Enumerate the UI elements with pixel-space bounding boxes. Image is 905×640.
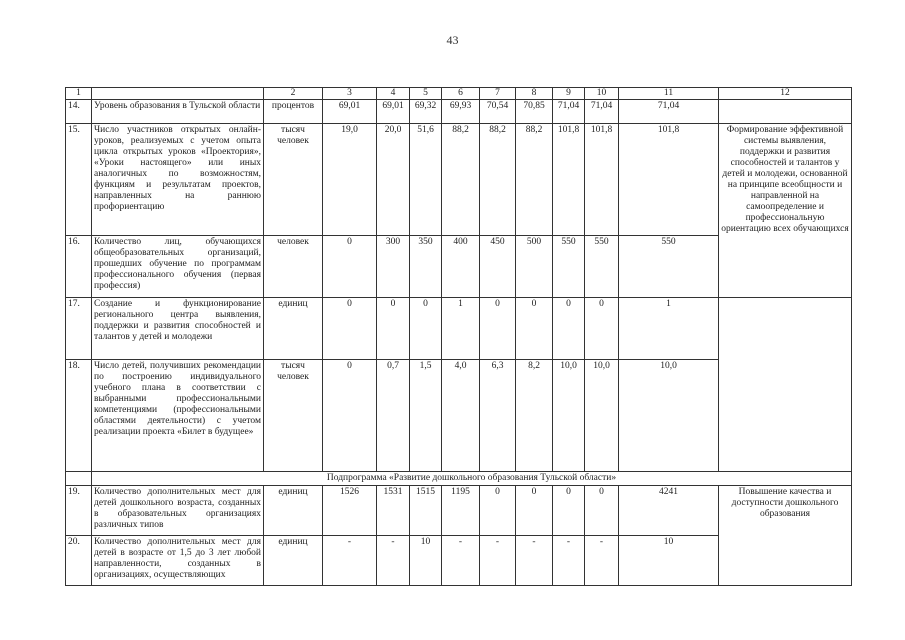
value-cell: 0: [553, 298, 585, 360]
value-cell: 69,01: [323, 100, 377, 124]
value-cell: 1: [442, 298, 480, 360]
value-cell: 69,01: [377, 100, 410, 124]
value-cell: 51,6: [410, 124, 442, 236]
value-cell: 10: [410, 536, 442, 586]
unit: единиц: [264, 536, 323, 586]
value-cell: -: [553, 536, 585, 586]
value-cell: 69,32: [410, 100, 442, 124]
goal-cell: [719, 298, 852, 472]
value-cell: 4241: [619, 486, 719, 536]
value-cell: 19,0: [323, 124, 377, 236]
indicator-name: Создание и функционирование регионального центра выявления, поддержки и развития способностей и талантов у детей и молодежи: [92, 298, 264, 360]
header-cell: 1: [66, 88, 92, 100]
indicator-name: Число детей, получивших рекомендации по построению индивидуального учебного плана в соответствии с выбранными профессиональными компетенциями (профессиональными областями деятельности) с учетом реализации проекта «Билет в будущее»: [92, 360, 264, 472]
value-cell: 0: [516, 486, 553, 536]
value-cell: 71,04: [553, 100, 585, 124]
header-cell: 12: [719, 88, 852, 100]
value-cell: 0: [323, 236, 377, 298]
value-cell: 450: [480, 236, 516, 298]
value-cell: 4,0: [442, 360, 480, 472]
value-cell: -: [585, 536, 619, 586]
unit: единиц: [264, 486, 323, 536]
indicator-name: Количество дополнительных мест для детей дошкольного возраста, созданных в образовательных организациях различных типов: [92, 486, 264, 536]
indicator-name: Количество дополнительных мест для детей в возрасте от 1,5 до 3 лет любой направленности, созданных в организациях, осуществляющих: [92, 536, 264, 586]
table-row: [66, 124, 852, 236]
table-row: [66, 486, 852, 536]
value-cell: 70,54: [480, 100, 516, 124]
value-cell: 0: [323, 298, 377, 360]
value-cell: 300: [377, 236, 410, 298]
indicator-name: Уровень образования в Тульской области: [92, 100, 264, 124]
unit: тысяч человек: [264, 124, 323, 236]
value-cell: 1526: [323, 486, 377, 536]
value-cell: 1195: [442, 486, 480, 536]
value-cell: 71,04: [585, 100, 619, 124]
unit: единиц: [264, 298, 323, 360]
unit: процентов: [264, 100, 323, 124]
indicator-name: Число участников открытых онлайн-уроков, реализуемых с учетом опыта цикла открытых уроков «Проектория», «Уроки настоящего» или иных аналогичных по возможностям, функциям и результатам проектов, направленных на раннюю профориентацию: [92, 124, 264, 236]
value-cell: 500: [516, 236, 553, 298]
header-cell: 4: [377, 88, 410, 100]
value-cell: 88,2: [516, 124, 553, 236]
value-cell: 88,2: [442, 124, 480, 236]
table-row: [66, 298, 852, 360]
goal-cell: Формирование эффективной системы выявления, поддержки и развития способностей и талантов у детей и молодежи, основанной на принципе всеобщности и направленной на самоопределение и профессиональную ориентацию всех обучающихся: [719, 124, 852, 298]
value-cell: 88,2: [480, 124, 516, 236]
value-cell: 1515: [410, 486, 442, 536]
row-number: [66, 472, 92, 486]
header-cell: 7: [480, 88, 516, 100]
header-cell: 9: [553, 88, 585, 100]
header-cell: 3: [323, 88, 377, 100]
row-number: 16.: [66, 236, 92, 298]
value-cell: 10: [619, 536, 719, 586]
value-cell: 70,85: [516, 100, 553, 124]
value-cell: 550: [553, 236, 585, 298]
row-number: 19.: [66, 486, 92, 536]
value-cell: 0: [323, 360, 377, 472]
value-cell: 0: [410, 298, 442, 360]
header-cell: 2: [264, 88, 323, 100]
value-cell: 101,8: [619, 124, 719, 236]
value-cell: 10,0: [585, 360, 619, 472]
value-cell: 101,8: [553, 124, 585, 236]
value-cell: 6,3: [480, 360, 516, 472]
value-cell: -: [516, 536, 553, 586]
header-cell: 10: [585, 88, 619, 100]
value-cell: 1531: [377, 486, 410, 536]
value-cell: 0: [377, 298, 410, 360]
value-cell: 550: [619, 236, 719, 298]
value-cell: 0: [585, 486, 619, 536]
row-number: 18.: [66, 360, 92, 472]
unit: человек: [264, 236, 323, 298]
value-cell: 1,5: [410, 360, 442, 472]
value-cell: -: [480, 536, 516, 586]
header-cell: 6: [442, 88, 480, 100]
indicator-name: Количество лиц, обучающихся общеобразовательных организаций, прошедших обучение по программам профессионального обучения (первая профессия): [92, 236, 264, 298]
value-cell: 0: [480, 298, 516, 360]
value-cell: 71,04: [619, 100, 719, 124]
row-number: 14.: [66, 100, 92, 124]
header-cell: [92, 88, 264, 100]
row-number: 17.: [66, 298, 92, 360]
subprogram-title: Подпрограмма «Развитие дошкольного образования Тульской области»: [92, 472, 852, 486]
value-cell: 0: [553, 486, 585, 536]
value-cell: 69,93: [442, 100, 480, 124]
value-cell: 10,0: [619, 360, 719, 472]
value-cell: -: [323, 536, 377, 586]
table-row: [66, 100, 852, 124]
goal-cell: Повышение качества и доступности дошкольного образования: [719, 486, 852, 586]
subprogram-row: [66, 472, 852, 486]
header-cell: 11: [619, 88, 719, 100]
value-cell: 1: [619, 298, 719, 360]
indicators-table: [65, 87, 852, 586]
page-number: 43: [446, 33, 459, 47]
value-cell: 0,7: [377, 360, 410, 472]
value-cell: 0: [480, 486, 516, 536]
row-number: 20.: [66, 536, 92, 586]
value-cell: -: [442, 536, 480, 586]
header-cell: 8: [516, 88, 553, 100]
unit: тысяч человек: [264, 360, 323, 472]
value-cell: 20,0: [377, 124, 410, 236]
value-cell: 550: [585, 236, 619, 298]
value-cell: 0: [516, 298, 553, 360]
value-cell: 350: [410, 236, 442, 298]
row-number: 15.: [66, 124, 92, 236]
value-cell: 10,0: [553, 360, 585, 472]
value-cell: 0: [585, 298, 619, 360]
value-cell: 101,8: [585, 124, 619, 236]
header-row: [66, 88, 852, 100]
header-cell: 5: [410, 88, 442, 100]
value-cell: -: [377, 536, 410, 586]
value-cell: 8,2: [516, 360, 553, 472]
goal-cell: [719, 100, 852, 124]
value-cell: 400: [442, 236, 480, 298]
